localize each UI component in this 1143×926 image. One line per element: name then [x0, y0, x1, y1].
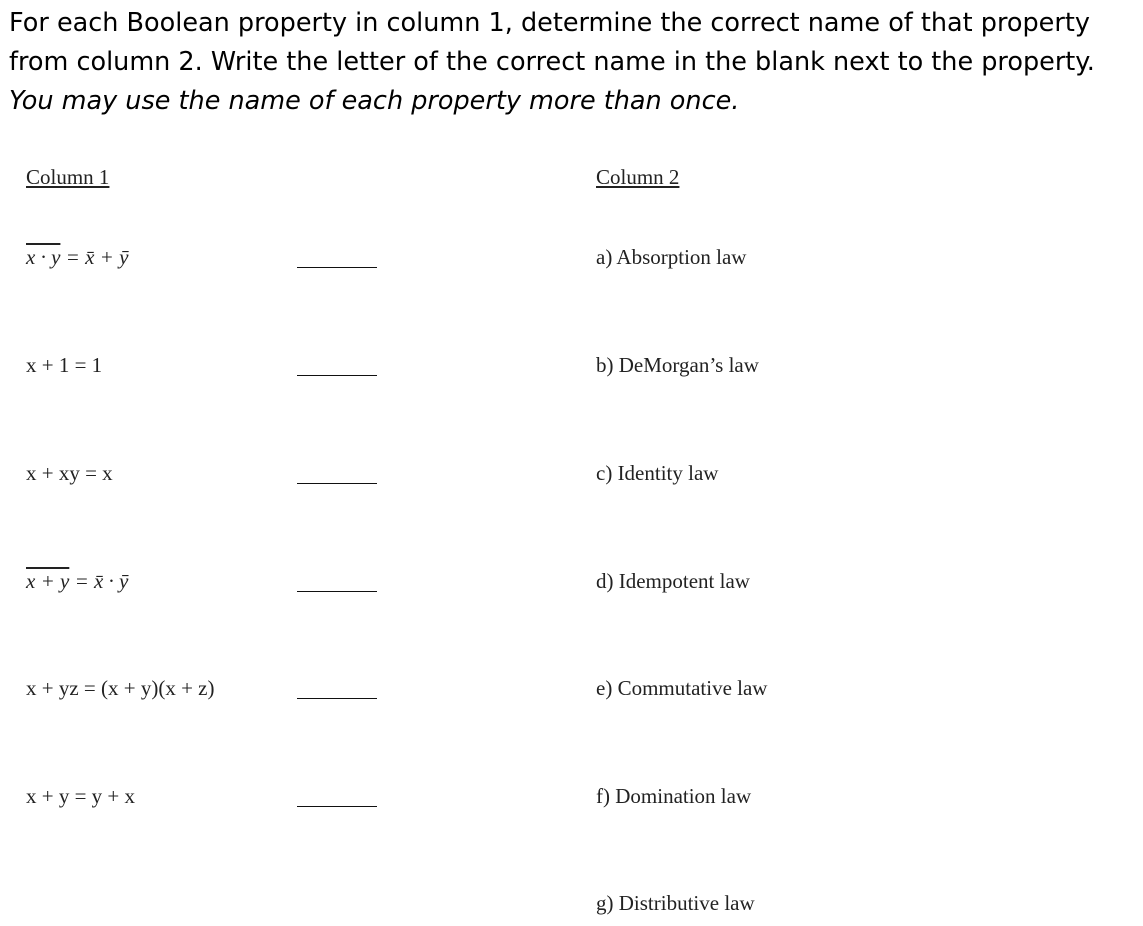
property-4: [26, 569, 128, 594]
property-4-lhs: x + y: [26, 569, 70, 593]
property-5: x + yz = (x + y)(x + z): [26, 676, 215, 700]
column-1-header: Column 1: [26, 165, 110, 189]
law-name-g: g) Distributive law: [596, 891, 755, 915]
column-2-header: Column 2: [596, 165, 680, 189]
instruction-line-2: from column 2. Write the letter of the correct name in the blank next to the property.: [9, 47, 1095, 77]
property-row-5: [0, 676, 1143, 716]
property-row-6: [0, 784, 1143, 824]
property-3: x + xy = x: [26, 461, 113, 485]
law-name-b: b) DeMorgan’s law: [596, 353, 759, 377]
property-row-1: [0, 245, 1143, 285]
property-6: x + y = y + x: [26, 784, 136, 808]
property-1-rhs: = x̄ + ȳ: [60, 245, 129, 269]
law-name-f: f) Domination law: [596, 784, 752, 808]
answer-blank-3[interactable]: [297, 483, 377, 484]
law-name-d: d) Idempotent law: [596, 569, 750, 593]
instruction-line-1: For each Boolean property in column 1, determine the correct name of that property: [9, 8, 1090, 38]
instruction-line-3: You may use the name of each property more than once.: [9, 86, 740, 116]
law-name-e: e) Commutative law: [596, 676, 768, 700]
answer-blank-4[interactable]: [297, 591, 377, 592]
instructions: [9, 4, 1139, 121]
property-1-lhs: x · y: [26, 245, 61, 269]
property-row-4: [0, 569, 1143, 609]
property-1: [26, 245, 128, 270]
law-name-c: c) Identity law: [596, 461, 719, 485]
property-2: x + 1 = 1: [26, 353, 103, 377]
answer-blank-6[interactable]: [297, 806, 377, 807]
property-row-3: [0, 461, 1143, 501]
answer-blank-5[interactable]: [297, 698, 377, 699]
property-row-2: [0, 353, 1143, 393]
property-4-rhs: = x̄ · ȳ: [69, 569, 129, 593]
answer-blank-2[interactable]: [297, 375, 377, 376]
answer-blank-1[interactable]: [297, 267, 377, 268]
law-name-a: a) Absorption law: [596, 245, 747, 269]
